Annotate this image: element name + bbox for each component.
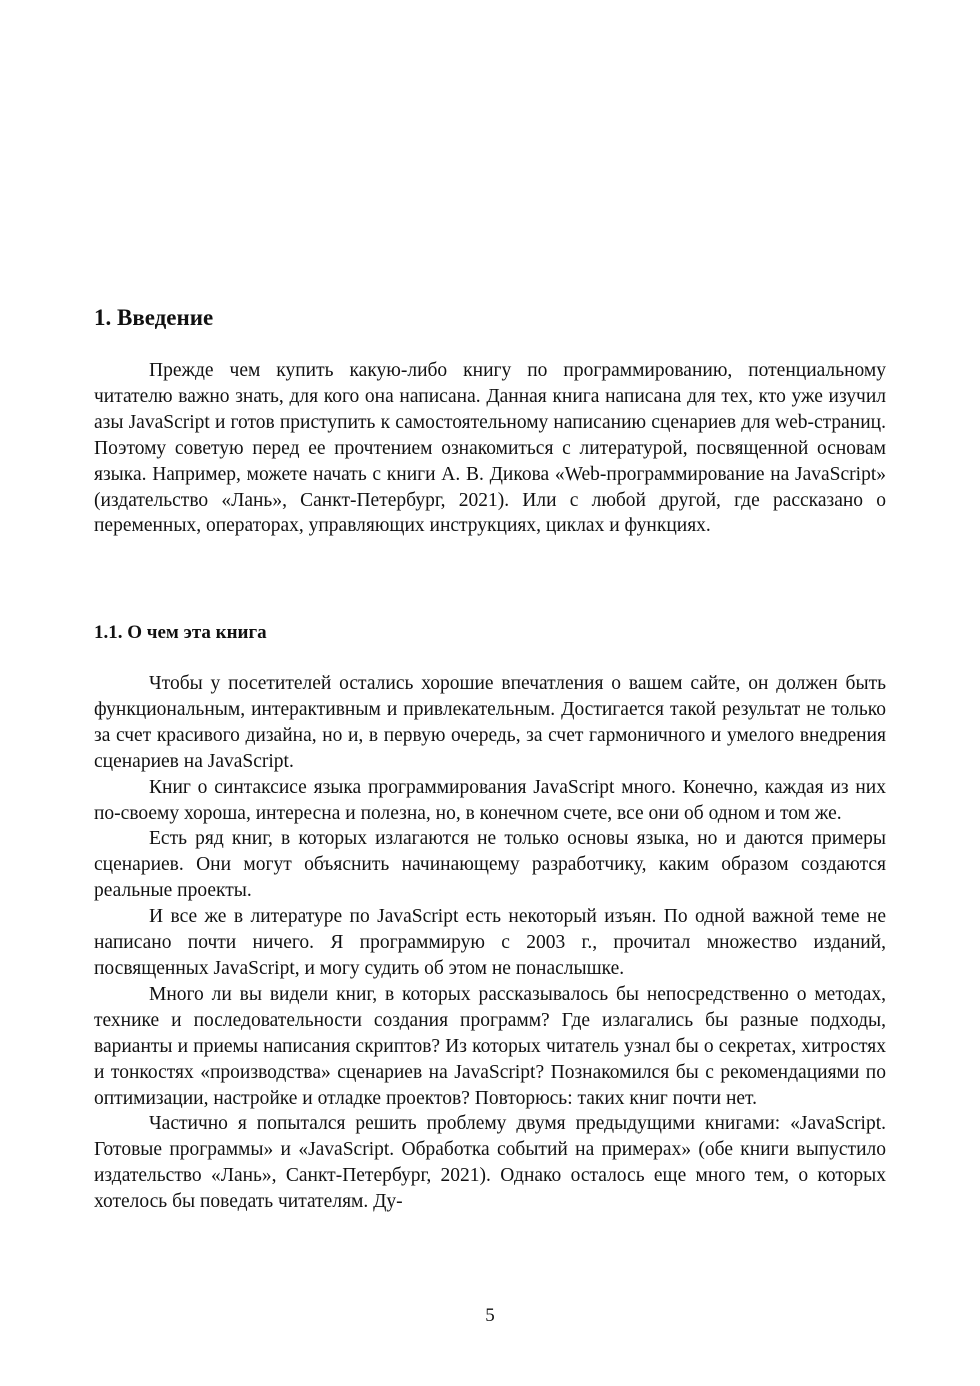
paragraph: Есть ряд книг, в которых излагаются не только основы языка, но и даются примеры сценариев. Они могут объяснить начинающему разработчику, каким образом создаются реальные проекты. xyxy=(94,828,886,902)
paragraph: Книг о синтаксисе языка программирования JavaScript много. Конечно, каждая из них по-своему хороша, интересна и полезна, но, в конечном счете, все они об одном и том же. xyxy=(94,776,886,824)
paragraph: Чтобы у посетителей остались хорошие впечатления о вашем сайте, он должен быть функциональным, интерактивным и привлекательным. Достигается такой результат не только за счет красивого дизайна, но и, в первую очередь, за счет гармоничного и умелого внедрения сценариев на JavaScript. xyxy=(94,673,886,772)
chapter-title: 1. Введение xyxy=(94,305,214,330)
paragraph: И все же в литературе по JavaScript есть некоторый изъян. По одной важной теме не написано почти ничего. Я программирую с 2003 г., прочитал множество изданий, посвященных JavaScript, и могу судить об этом не понаслышке. xyxy=(94,906,886,979)
page-number: 5 xyxy=(485,1305,495,1326)
paragraph: Много ли вы видели книг, в которых рассказывалось бы непосредственно о методах, технике и последовательности создания программ? Где излагались бы разные подходы, варианты и приемы написания скриптов? Из которых читатель узнал бы о секретах, хитростях и тонкостях «производства» сценариев на JavaScript? Познакомился бы с рекомендациями по оптимизации, настройке и отладке проектов? Повторюсь: таких книг почти нет. xyxy=(94,983,886,1109)
intro-text xyxy=(94,358,886,539)
section-title: 1.1. О чем эта книга xyxy=(94,622,267,643)
section-text xyxy=(94,671,886,1215)
paragraph: Частично я попытался решить проблему двумя предыдущими книгами: «JavaScript. Готовые программы» и «JavaScript. Обработка событий на примерах» (обе книги выпустило издательство «Лань», Санкт-Петербург, 2021). Однако осталось еще много тем, о которых хотелось бы поведать читателям. Ду- xyxy=(94,1113,886,1213)
paragraph: Прежде чем купить какую-либо книгу по программированию, потенциальному читателю важно знать, для кого она написана. Данная книга написана для тех, кто уже изучил азы JavaScript и готов приступить к самостоятельному написанию сценариев для web-страниц. Поэтому советую перед ее прочтением ознакомиться с литературой, посвященной основам языка. Например, можете начать с книги А. В. Дикова «Web-программирование на JavaScript» (издательство «Лань», Санкт-Петербург, 2021). Или с любой другой, где рассказано о переменных, операторах, управляющих инструкциях, циклах и функциях. xyxy=(94,360,886,537)
